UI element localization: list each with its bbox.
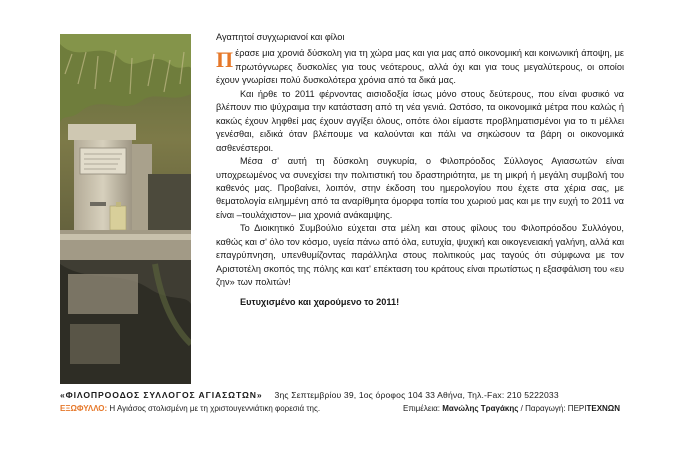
cover-caption: Η Αγιάσος στολισμένη με τη χριστουγεννιάτικη φορεσιά της. [107, 404, 321, 413]
editor-name: Μανώλης Τραγάκης [442, 404, 519, 413]
footer-credits-line [60, 404, 660, 413]
letter-paragraph-1 [216, 47, 624, 87]
production-label: / Παραγωγή: [518, 404, 568, 413]
organization-name: «ΦΙΛΟΠΡΟΟΔΟΣ ΣΥΛΛΟΓΟΣ ΑΓΙΑΣΩΤΩΝ» [60, 390, 263, 400]
production-suffix: ΤΕΧΝΩΝ [586, 404, 620, 413]
fountain-photo [60, 34, 191, 384]
credits [403, 404, 620, 413]
letter-paragraph-3: Μέσα σ' αυτή τη δύσκολη συγκυρία, ο Φιλοπρόοδος Σύλλογος Αγιασωτών είναι υποχρεωμένος να συνεχίσει την πολιτιστική του δραστηριότητα, με τη μικρή ή μεγάλη συμβολή του καθενός μας. Προβαίνει, λοιπόν, στην έκδοση του ημερολογίου που έχετε στα χέρια σας, με θεματολογία ειλημμένη από τα αναρίθμητα όμορφα τοπία του χωριού μας και με την ευχή το 2011 να είναι –τουλάχιστον– μια χρονιά ανάκαμψης. [216, 156, 624, 220]
production-prefix: ΠΕΡΙ [567, 404, 587, 413]
letter-greeting: Αγαπητοί συγχωριανοί και φίλοι [216, 32, 345, 42]
letter-body [216, 31, 624, 309]
letter-closing: Ευτυχισμένο και χαρούμενο το 2011! [240, 296, 400, 307]
cover-label: ΕΞΩΦΥΛΛΟ: [60, 404, 108, 413]
editor-label: Επιμέλεια: [403, 404, 443, 413]
letter-paragraph-4: Το Διοικητικό Συμβούλιο εύχεται στα μέλη και στους φίλους του Φιλοπρόοδου Συλλόγου, καθώς και σ' όλο τον κόσμο, υγεία πάνω από όλα, ευτυχία, ψυχική και οικογενειακή γαλήνη, αλλά και επαγρύπνηση, υπενθυμίζοντας παράλληλα στους πολιτικούς μας ταγούς ότι σύμφωνα με τον Αριστοτέλη σκοπός της πόλης και κατ' επέκταση του κράτους είναι πρωτίστως η εξασφάλιση του «ευ ζην» των πολιτών! [216, 223, 624, 288]
footer-contact-line [60, 390, 660, 400]
paragraph-1-text: έρασε μια χρονιά δύσκολη για τη χώρα μας και για μας από οικονομική και κοινωνική άποψη, με πρωτόγνωρες δυσκολίες για τους νεότερους, αλλά όχι και για τους μεγαλύτερους, οι οποίοι έχουν γνωρίσει πολύ δυσκολότερα χρόνια από τα δικά μας. [216, 48, 624, 86]
letter-paragraph-2: Και ήρθε το 2011 φέρνοντας αισιοδοξία ίσως μόνο στους δεύτερους, που είναι φυσικό να βλέπουν πιο ψύχραιμα την κατάσταση από τη νέα γενιά. Ωστόσο, τα οικονομικά μέτρα που καλώς ή κακώς έχουν ληφθεί μας έχουν αγγίξει όλους, οπότε όλοι είμαστε προβληματισμένοι για το τι μέλλει γενέσθαι, ειδικά όταν βλέπουμε να καλούνται και πάλι να σηκώσουν τα βάρη οι οικονομικά ασθενέστεροι. [216, 88, 624, 153]
organization-address: 3ης Σεπτεμβρίου 39, 1ος όροφος 104 33 Αθήνα, Τηλ.-Fax: 210 5222033 [274, 390, 559, 400]
drop-cap: Π [216, 47, 234, 73]
